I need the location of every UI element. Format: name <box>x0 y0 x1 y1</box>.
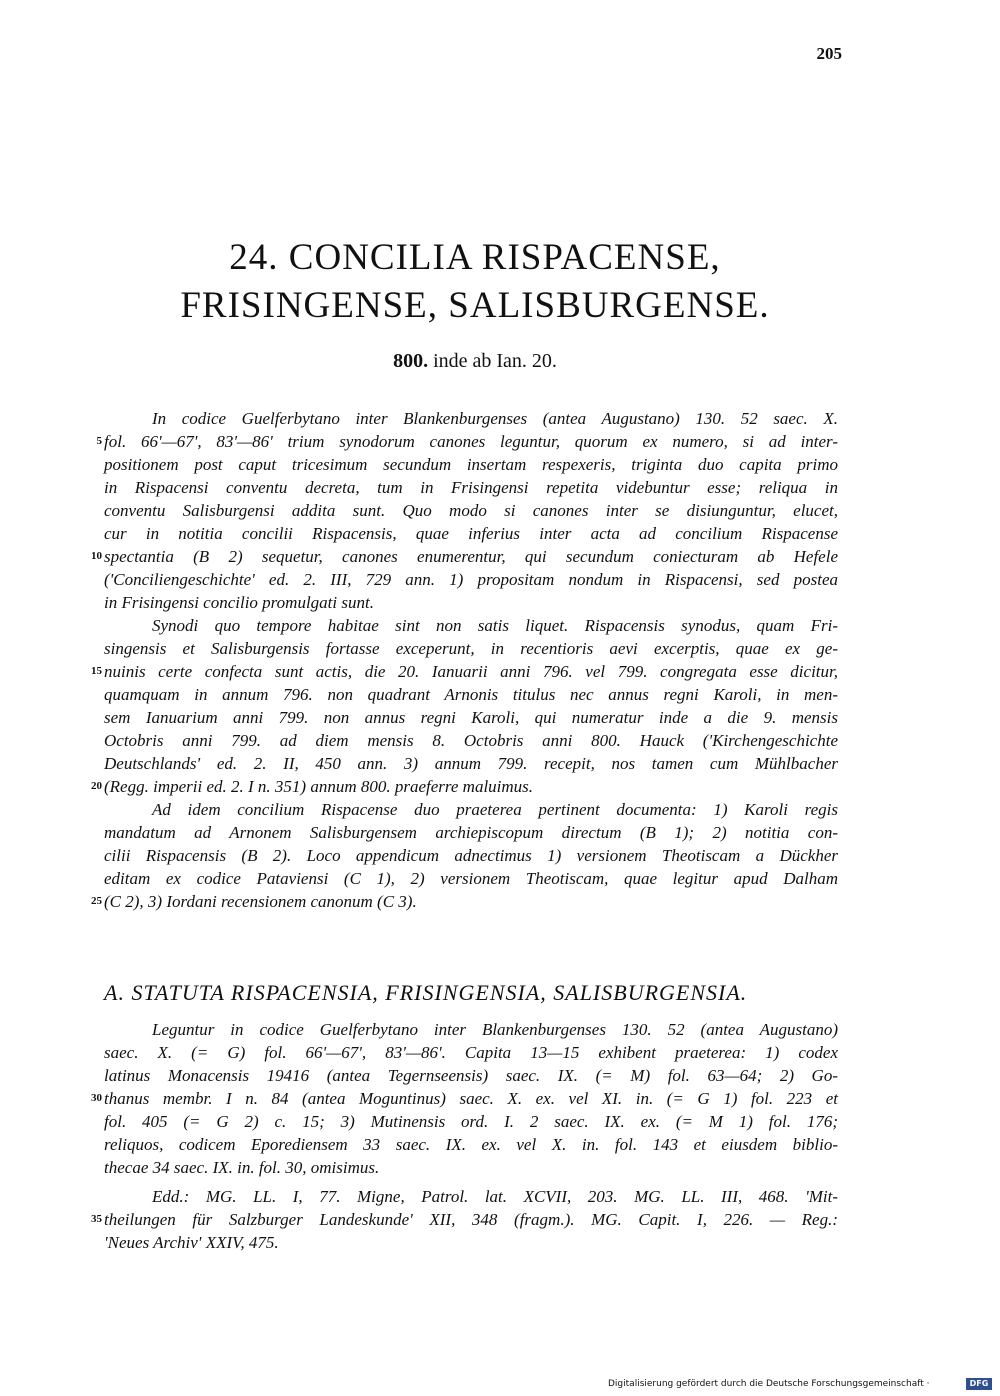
intro-line: editam ex codice Pataviensi (C 1), 2) versionem Theotiscam, quae legitur apud Dalham <box>104 869 838 888</box>
digitization-credit: Digitalisierung gefördert durch die Deutsche Forschungsgemeinschaft · <box>608 1379 930 1389</box>
intro-line: positionem post caput tricesimum secundum insertam respexeris, triginta duo capita primo <box>104 455 838 474</box>
line-number: 30 <box>91 1092 102 1104</box>
section-line: reliquos, codicem Eporediensem 33 saec. IX. ex. vel X. in. fol. 143 et eiusdem biblio- <box>104 1135 838 1154</box>
intro-line: In codice Guelferbytano inter Blankenburgenses (antea Augustano) 130. 52 saec. X. <box>152 409 838 428</box>
intro-line: (C 2), 3) Iordani recensionem canonum (C 3). <box>104 892 417 911</box>
page-number: 205 <box>816 44 842 63</box>
dfg-logo: DFG <box>966 1378 992 1390</box>
line-number: 10 <box>91 550 102 562</box>
intro-line: cilii Rispacensis (B 2). Loco appendicum adnectimus 1) versionem Theotiscam a Dückher <box>104 846 838 865</box>
chapter-title-line-1: 24. CONCILIA RISPACENSE, <box>229 237 721 278</box>
intro-line: conventu Salisburgensi addita sunt. Quo modo si canones inter se disiunguntur, elucet, <box>104 501 838 520</box>
intro-line: spectantia (B 2) sequetur, canones enumerentur, qui secundum coniecturam ab Hefele <box>104 547 838 566</box>
line-number: 15 <box>91 665 102 677</box>
section-line: theilungen für Salzburger Landeskunde' XII, 348 (fragm.). MG. Capit. I, 226. — Reg.: <box>104 1210 838 1229</box>
intro-line: Deutschlands' ed. 2. II, 450 ann. 3) annum 799. recepit, nos tamen cum Mühlbacher <box>104 754 838 773</box>
section-heading: A. STATUTA RISPACENSIA, FRISINGENSIA, SALISBURGENSIA. <box>104 980 748 1005</box>
dateline-year: 800. <box>393 350 429 372</box>
dateline-text: inde ab Ian. 20. <box>433 350 557 372</box>
intro-line: cur in notitia concilii Rispacensis, quae inferius inter acta ad concilium Rispacense <box>104 524 838 543</box>
intro-line: Synodi quo tempore habitae sint non satis liquet. Rispacensis synodus, quam Fri- <box>152 616 838 635</box>
intro-line: ('Conciliengeschichte' ed. 2. III, 729 ann. 1) propositam nondum in Rispacensi, sed postea <box>104 570 838 589</box>
intro-line: nuinis certe confecta sunt actis, die 20. Ianuarii anni 796. vel 799. congregata esse dicitur, <box>104 662 838 681</box>
section-line: 'Neues Archiv' XXIV, 475. <box>104 1233 279 1252</box>
intro-line: in Rispacensi conventu decreta, tum in Frisingensi repetita videbuntur esse; reliqua in <box>104 478 838 497</box>
section-line: fol. 405 (= G 2) c. 15; 3) Mutinensis ord. I. 2 saec. IX. ex. (= M 1) fol. 176; <box>104 1112 838 1131</box>
intro-line: singensis et Salisburgensis fortasse exceperunt, in recentioris aevi excerptis, quae ex ge- <box>104 639 838 658</box>
line-number: 35 <box>91 1213 102 1225</box>
section-line: saec. X. (= G) fol. 66'—67', 83'—86'. Capita 13—15 exhibent praeterea: 1) codex <box>104 1043 838 1062</box>
intro-line: (Regg. imperii ed. 2. I n. 351) annum 800. praeferre maluimus. <box>104 777 534 796</box>
intro-line: in Frisingensi concilio promulgati sunt. <box>104 593 374 612</box>
line-number: 5 <box>96 435 102 447</box>
section-line: latinus Monacensis 19416 (antea Tegernseensis) saec. IX. (= M) fol. 63—64; 2) Go- <box>104 1066 838 1085</box>
line-number: 20 <box>91 780 102 792</box>
dateline <box>100 350 850 373</box>
intro-line: fol. 66'—67', 83'—86' trium synodorum canones leguntur, quorum ex numero, si ad inter- <box>104 432 838 451</box>
intro-line: Octobris anni 799. ad diem mensis 8. Octobris anni 800. Hauck ('Kirchengeschichte <box>104 731 838 750</box>
intro-line: sem Ianuarium anni 799. non annus regni Karoli, qui numeratur inde a die 9. mensis <box>104 708 838 727</box>
intro-line: Ad idem concilium Rispacense duo praeterea pertinent documenta: 1) Karoli regis <box>152 800 838 819</box>
line-number: 25 <box>91 895 102 907</box>
intro-line: quamquam in annum 796. non quadrant Arnonis titulus nec annus regni Karoli, in men- <box>104 685 838 704</box>
section-line: Leguntur in codice Guelferbytano inter Blankenburgenses 130. 52 (antea Augustano) <box>152 1020 838 1039</box>
chapter-title-line-2: FRISINGENSE, SALISBURGENSE. <box>180 285 770 326</box>
intro-line: mandatum ad Arnonem Salisburgensem archiepiscopum directum (B 1); 2) notitia con- <box>104 823 838 842</box>
section-line: thecae 34 saec. IX. in. fol. 30, omisimus. <box>104 1158 380 1177</box>
section-line: Edd.: MG. LL. I, 77. Migne, Patrol. lat. XCVII, 203. MG. LL. III, 468. 'Mit- <box>152 1187 838 1206</box>
section-line: thanus membr. I n. 84 (antea Moguntinus) saec. X. ex. vel XI. in. (= G 1) fol. 223 et <box>104 1089 838 1108</box>
